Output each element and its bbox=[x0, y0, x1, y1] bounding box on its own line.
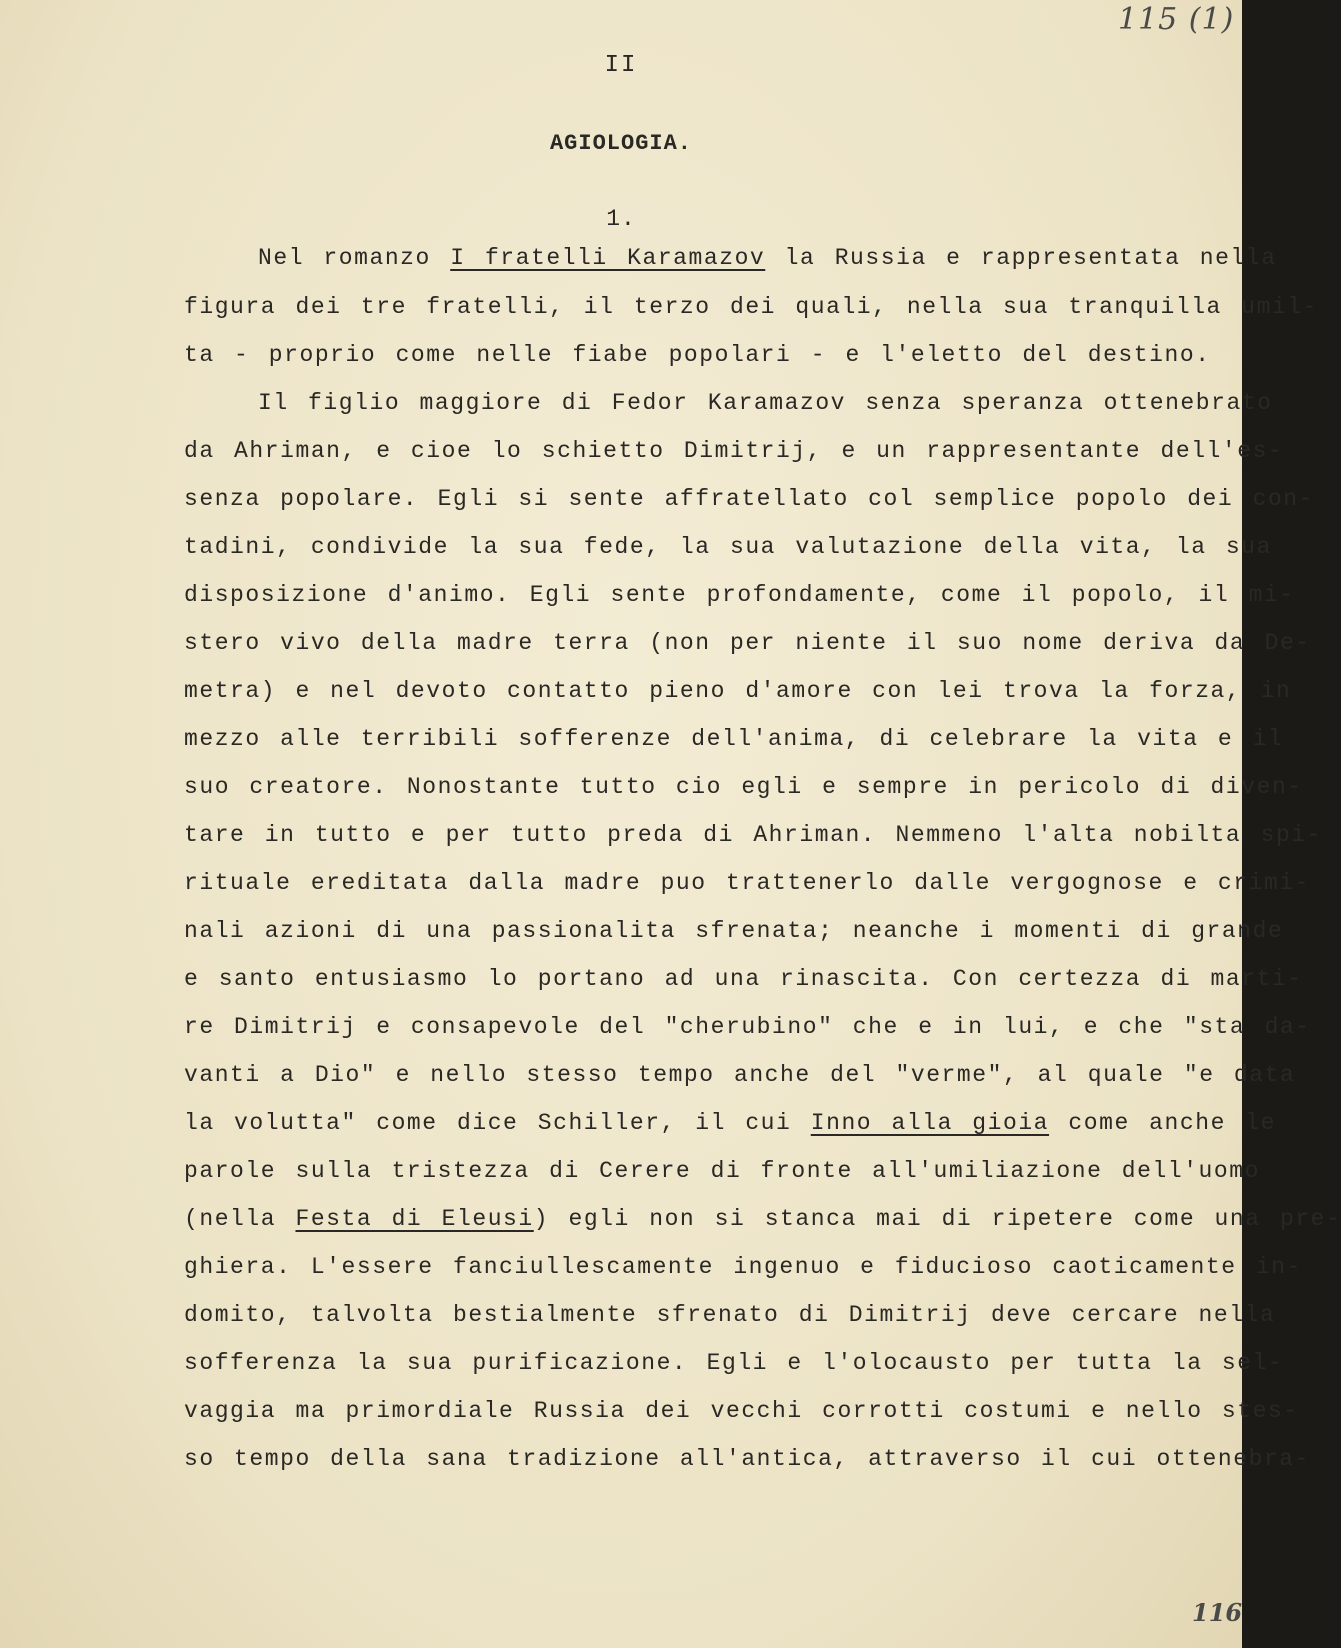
text-line-11: mezzo alle terribili sofferenze dell'anima, di celebrare la vita e il bbox=[184, 726, 1284, 752]
text-line-8: disposizione d'animo. Egli sente profondamente, come il popolo, il mi- bbox=[184, 582, 1295, 608]
text-segment: ) egli non si stanca mai di ripetere come una pre- bbox=[533, 1206, 1341, 1232]
section-number: 1. bbox=[606, 206, 636, 232]
work-title-festa-di-eleusi: Festa di Eleusi bbox=[295, 1206, 534, 1232]
text-line-14: rituale ereditata dalla madre puo trattenerlo dalle vergognose e crimi- bbox=[184, 870, 1311, 896]
chapter-title: AGIOLOGIA. bbox=[549, 131, 693, 156]
text-line-22: ghiera. L'essere fanciullescamente ingenuo e fiducioso caoticamente in- bbox=[184, 1254, 1303, 1280]
folio-number-top: 115 (1) bbox=[1118, 2, 1235, 37]
text-line-6: senza popolare. Egli si sente affratellato col semplice popolo dei con- bbox=[184, 486, 1315, 512]
text-line-23: domito, talvolta bestialmente sfrenato di Dimitrij deve cercare nella bbox=[184, 1302, 1276, 1328]
text-line-3: ta - proprio come nelle fiabe popolari - e l'eletto del destino. bbox=[184, 342, 1211, 368]
text-line-10: metra) e nel devoto contatto pieno d'amore con lei trova la forza, in bbox=[184, 678, 1292, 704]
text-segment: Nel romanzo bbox=[258, 245, 451, 271]
text-line-2: figura dei tre fratelli, il terzo dei quali, nella sua tranquilla umil- bbox=[184, 294, 1319, 320]
text-line-1 bbox=[258, 244, 1277, 272]
text-line-20: parole sulla tristezza di Cerere di fronte all'umiliazione dell'uomo bbox=[184, 1158, 1260, 1184]
text-segment: la volutta" come dice Schiller, il cui bbox=[184, 1110, 811, 1136]
text-segment: la Russia e rappresentata nella bbox=[765, 245, 1277, 271]
text-line-21 bbox=[184, 1205, 1341, 1233]
text-line-25: vaggia ma primordiale Russia dei vecchi corrotti costumi e nello stes- bbox=[184, 1398, 1299, 1424]
text-line-26: so tempo della sana tradizione all'antica, attraverso il cui ottenebra- bbox=[184, 1446, 1311, 1472]
text-line-24: sofferenza la sua purificazione. Egli e l'olocausto per tutta la sel- bbox=[184, 1350, 1284, 1376]
folio-number-bottom: 116 bbox=[1192, 1598, 1243, 1627]
text-line-9: stero vivo della madre terra (non per niente il suo nome deriva da De- bbox=[184, 630, 1311, 656]
chapter-number: II bbox=[604, 52, 638, 79]
text-line-16: e santo entusiasmo lo portano ad una rinascita. Con certezza di marti- bbox=[184, 966, 1303, 992]
book-title-karamazov: I fratelli Karamazov bbox=[450, 245, 766, 271]
text-line-4: Il figlio maggiore di Fedor Karamazov senza speranza ottenebrato bbox=[258, 390, 1273, 416]
text-line-13: tare in tutto e per tutto preda di Ahriman. Nemmeno l'alta nobilta spi- bbox=[184, 822, 1323, 848]
text-line-5: da Ahriman, e cioe lo schietto Dimitrij, e un rappresentante dell'es- bbox=[184, 438, 1284, 464]
text-segment: (nella bbox=[184, 1206, 296, 1232]
text-line-19 bbox=[184, 1109, 1276, 1137]
text-line-15: nali azioni di una passionalita sfrenata; neanche i momenti di grande bbox=[184, 918, 1284, 944]
text-line-18: vanti a Dio" e nello stesso tempo anche del "verme", al quale "e data bbox=[184, 1062, 1296, 1088]
text-line-12: suo creatore. Nonostante tutto cio egli e sempre in pericolo di diven- bbox=[184, 774, 1303, 800]
text-line-17: re Dimitrij e consapevole del "cherubino" che e in lui, e che "sta da- bbox=[184, 1014, 1311, 1040]
text-line-7: tadini, condivide la sua fede, la sua valutazione della vita, la sua bbox=[184, 534, 1272, 560]
text-segment: come anche le bbox=[1049, 1110, 1276, 1136]
work-title-inno-alla-gioia: Inno alla gioia bbox=[810, 1110, 1050, 1136]
